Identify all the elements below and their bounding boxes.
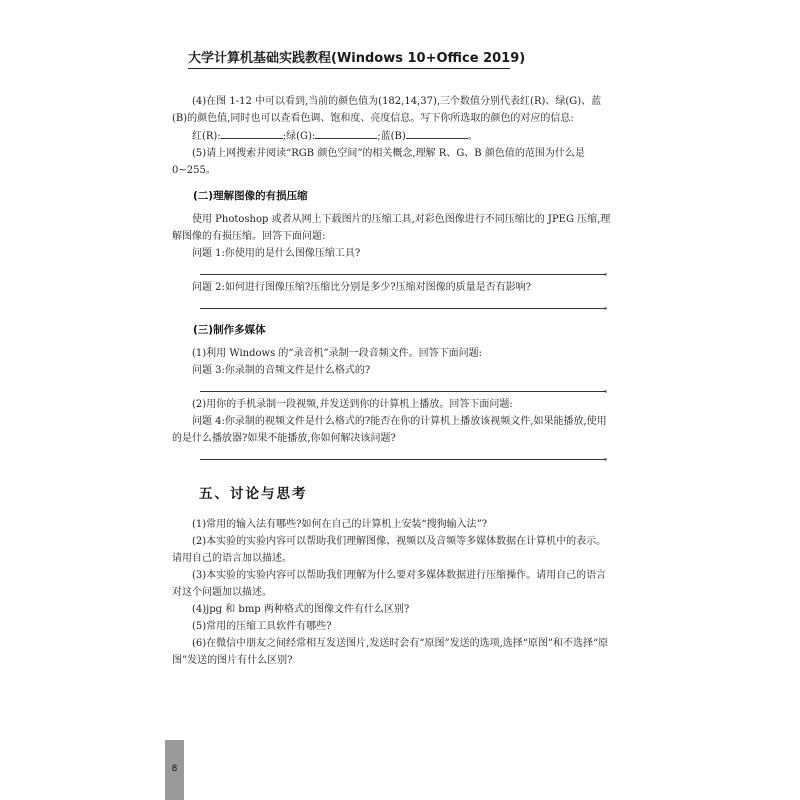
paragraph-item-4: (4)在图 1-12 中可以看到,当前的颜色值为(182,14,37),三个数值分别代表红(R)、绿(G)、蓝(B)的颜色值,同时也可以查看色调、饱和度、亮度信息。写下你所选取的颜色的对应的信息: [172,96,602,124]
question-3: 问题 3:你录制的音频文件是什么格式的? [192,365,371,376]
answer-line-q1[interactable]: 。 [200,262,606,279]
discussion-item-3: (3)本实验的实验内容可以帮助我们理解为什么要对多媒体数据进行压缩操作。请用自己的语言对这个问题加以描述。 [172,570,607,598]
discussion-item-5: (5)常用的压缩工具软件有哪些? [192,621,332,632]
blue-label: ;蓝(B) [377,131,406,142]
discussion-item-4: (4)jpg 和 bmp 两种格式的图像文件有什么区别? [192,604,410,615]
blue-blank[interactable] [406,127,468,139]
answer-line-q4[interactable]: 。 [200,447,606,464]
paragraph-item-5: (5)请上网搜索并阅读“RGB 颜色空间”的相关概念,理解 R、G、B 颜色值的范围为什么是 0~255。 [172,148,585,176]
question-4: 问题 4:你录制的视频文件是什么格式的?能否在你的计算机上播放该视频文件,如果能播放,使用的是什么播放器?如果不能播放,你如何解决该问题? [172,416,607,444]
page-number: 8 [171,764,178,774]
page-content [172,93,612,669]
green-label: ;绿(G): [282,131,316,142]
green-blank[interactable] [315,127,377,139]
answer-line-q3[interactable]: 。 [200,379,606,396]
section-heading-3: (三)制作多媒体 [193,324,266,336]
rgb-fill-row [172,127,612,145]
question-1: 问题 1:你使用的是什么图像压缩工具? [192,248,361,259]
section-3-item-2: (2)用你的手机录制一段视频,并发送到你的计算机上播放。回答下面问题: [192,399,513,410]
question-2: 问题 2:如何进行图像压缩?压缩比分别是多少?压缩对图像的质量是否有影响? [192,282,531,293]
fill-row-end: 。 [467,131,478,142]
section-3-item-1: (1)利用 Windows 的“录音机”录制一段音频文件。回答下面问题: [192,348,482,359]
running-header: 大学计算机基础实践教程(Windows 10+Office 2019) [188,51,526,66]
header-rule [188,68,510,69]
answer-line-q2[interactable]: 。 [200,296,606,313]
red-label: 红(R): [192,131,221,142]
section-heading-2: (二)理解图像的有损压缩 [193,190,308,202]
red-blank[interactable] [221,127,283,139]
discussion-item-1: (1)常用的输入法有哪些?如何在自己的计算机上安装“搜狗输入法”? [192,519,488,530]
section-2-intro: 使用 Photoshop 或者从网上下载图片的压缩工具,对彩色图像进行不同压缩比的 JPEG 压缩,理解图像的有损压缩。回答下面问题: [172,214,611,242]
discussion-item-6: (6)在微信中朋友之间经常相互发送图片,发送时会有“原图”发送的选项,选择“原图”和不选择“原图”发送的图片有什么区别? [172,638,609,666]
section-heading-5: 五、讨论与思考 [199,486,308,502]
discussion-item-2: (2)本实验的实验内容可以帮助我们理解图像、视频以及音频等多媒体数据在计算机中的表示。请用自己的语言加以描述。 [172,536,607,564]
